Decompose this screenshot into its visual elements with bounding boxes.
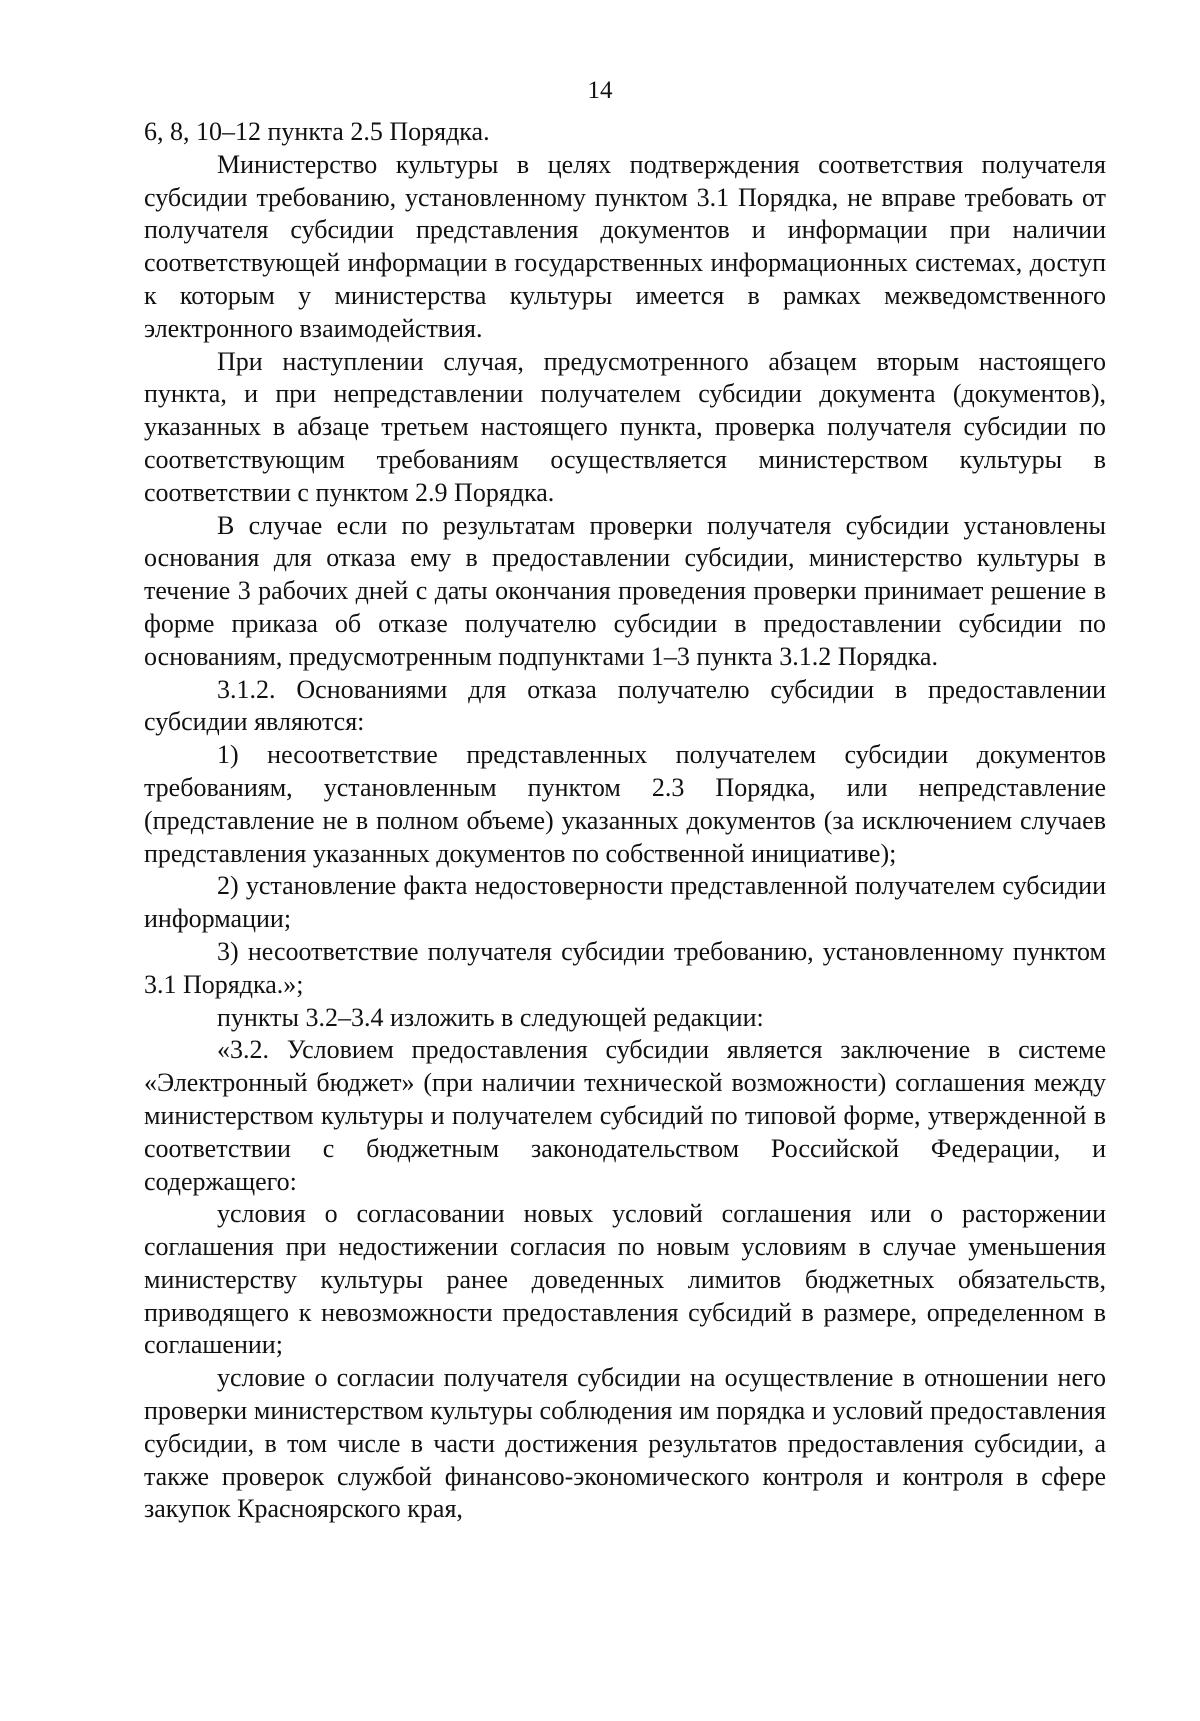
list-item-2: 2) установление факта недостоверности представленной получателем субсидии информации; — [144, 871, 1106, 934]
paragraph-ministry-verification: Министерство культуры в целях подтверждения соответствия получателя субсидии требованию, установленному пунктом 3.1 Порядка, не вправе требовать от получателя субсидии представления документов и информации при наличии соответствующей информации в государственных информационных системах, доступ к которым у министерства культуры имеется в рамках межведомственного электронного взаимодействия. — [144, 149, 1106, 343]
paragraph-continuation: 6, 8, 10–12 пункта 2.5 Порядка. — [144, 117, 490, 146]
list-item-3: 3) несоответствие получателя субсидии требованию, установленному пунктом 3.1 Порядка.»; — [144, 936, 1106, 999]
list-item-1: 1) несоответствие представленных получателем субсидии документов требованиям, установленным пунктом 2.3 Порядка, или непредставление (представление не в полном объеме) указанных документов (за исключением случаев представления указанных документов по собственной инициативе); — [144, 740, 1106, 868]
paragraph-consent-inspection: условие о согласии получателя субсидии на осуществление в отношении него проверки министерством культуры соблюдения им порядка и условий предоставления субсидии, в том числе в части достижения результатов предоставления субсидии, а также проверок службой финансово-экономического контроля и контроля в сфере закупок Красноярского края, — [144, 1363, 1106, 1524]
paragraph-refusal-decision: В случае если по результатам проверки получателя субсидии установлены основания для отказа ему в предоставлении субсидии, министерство культуры в течение 3 рабочих дней с даты окончания проведения проверки принимает решение в форме приказа об отказе получателю субсидии в предоставлении субсидии по основаниям, предусмотренным подпунктами 1–3 пункта 3.1.2 Порядка. — [144, 510, 1106, 671]
paragraph-verification-case: При наступлении случая, предусмотренного абзацем вторым настоящего пункта, и при непредставлении получателем субсидии документа (документов), указанных в абзаце третьем настоящего пункта, проверка получателя субсидии по соответствующим требованиям осуществляется министерством культуры в соответствии с пунктом 2.9 Порядка. — [144, 346, 1106, 507]
page-number: 14 — [587, 77, 613, 104]
paragraph-conditions-agreement: условия о согласовании новых условий соглашения или о расторжении соглашения при недостижении согласия по новым условиям в случае уменьшения министерству культуры ранее доведенных лимитов бюджетных обязательств, приводящего к невозможности предоставления субсидий в размере, определенном в соглашении; — [144, 1199, 1106, 1360]
paragraph-clause-3-1-2: 3.1.2. Основаниями для отказа получателю субсидии в предоставлении субсидии являются: — [144, 674, 1106, 737]
document-body — [144, 116, 1106, 1526]
paragraph-amendment-intro: пункты 3.2–3.4 изложить в следующей редакции: — [217, 1002, 764, 1032]
paragraph-clause-3-2: «3.2. Условием предоставления субсидии является заключение в системе «Электронный бюджет» (при наличии технической возможности) соглашения между министерством культуры и получателем субсидий по типовой форме, утвержденной в соответствии с бюджетным законодательством Российской Федерации, и содержащего: — [144, 1035, 1106, 1196]
